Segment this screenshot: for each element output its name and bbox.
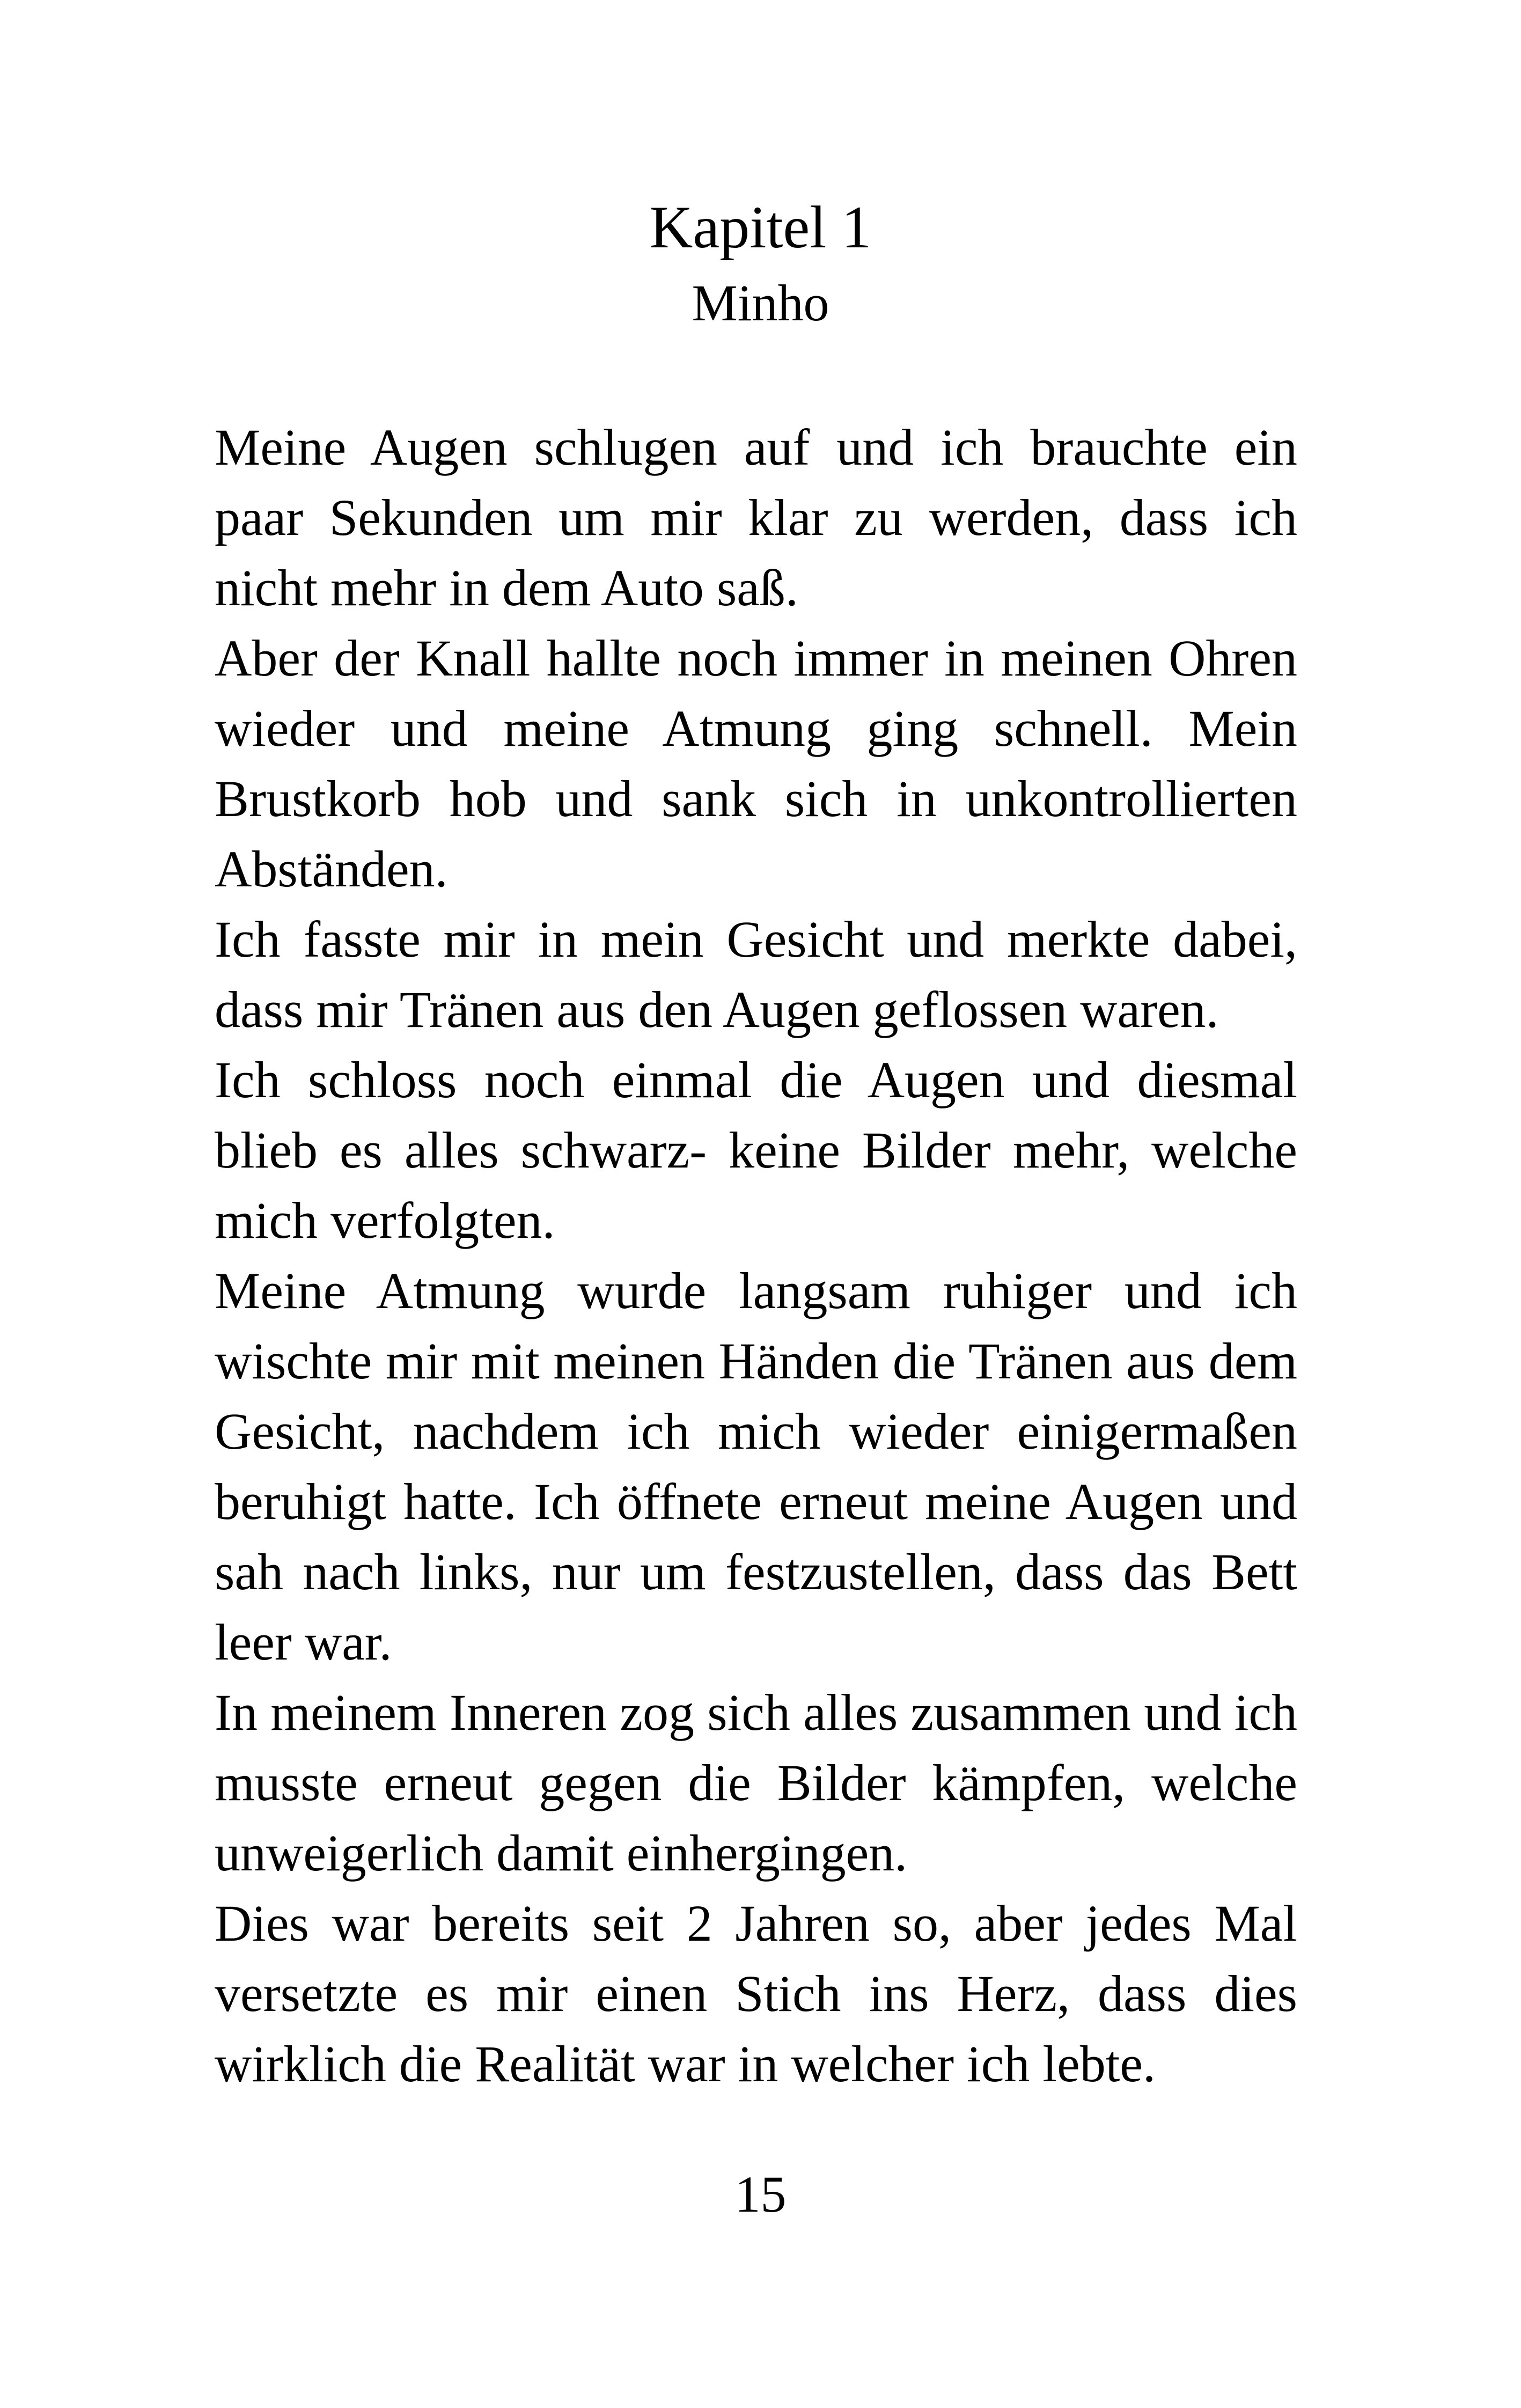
paragraph: Aber der Knall hallte noch immer in meinen Ohren wieder und meine Atmung ging schnell. Mein Brustkorb hob und sank sich in unkontrollierten Abständen.	[215, 629, 1297, 898]
paragraph: In meinem Inneren zog sich alles zusammen und ich musste erneut gegen die Bilder kämpfen, welche unweigerlich damit einhergingen.	[215, 1684, 1297, 1882]
page-number: 15	[734, 2165, 787, 2223]
paragraph: Dies war bereits seit 2 Jahren so, aber jedes Mal versetzte es mir einen Stich ins Herz, dass dies wirklich die Realität war in welcher ich lebte.	[215, 1895, 1297, 2093]
paragraph: Ich fasste mir in mein Gesicht und merkte dabei, dass mir Tränen aus den Augen geflossen waren.	[215, 911, 1297, 1038]
paragraph: Meine Augen schlugen auf und ich brauchte ein paar Sekunden um mir klar zu werden, dass ich nicht mehr in dem Auto saß.	[215, 419, 1297, 616]
chapter-subtitle: Minho	[692, 274, 829, 332]
chapter-title: Kapitel 1	[649, 194, 872, 261]
paragraph: Ich schloss noch einmal die Augen und diesmal blieb es alles schwarz- keine Bilder mehr, welche mich verfolgten.	[215, 1051, 1297, 1249]
body-text	[215, 412, 1297, 2099]
paragraph: Meine Atmung wurde langsam ruhiger und ich wischte mir mit meinen Händen die Tränen aus dem Gesicht, nachdem ich mich wieder einigermaßen beruhigt hatte. Ich öffnete erneut meine Augen und sah nach links, nur um festzustellen, dass das Bett leer war.	[215, 1262, 1297, 1671]
